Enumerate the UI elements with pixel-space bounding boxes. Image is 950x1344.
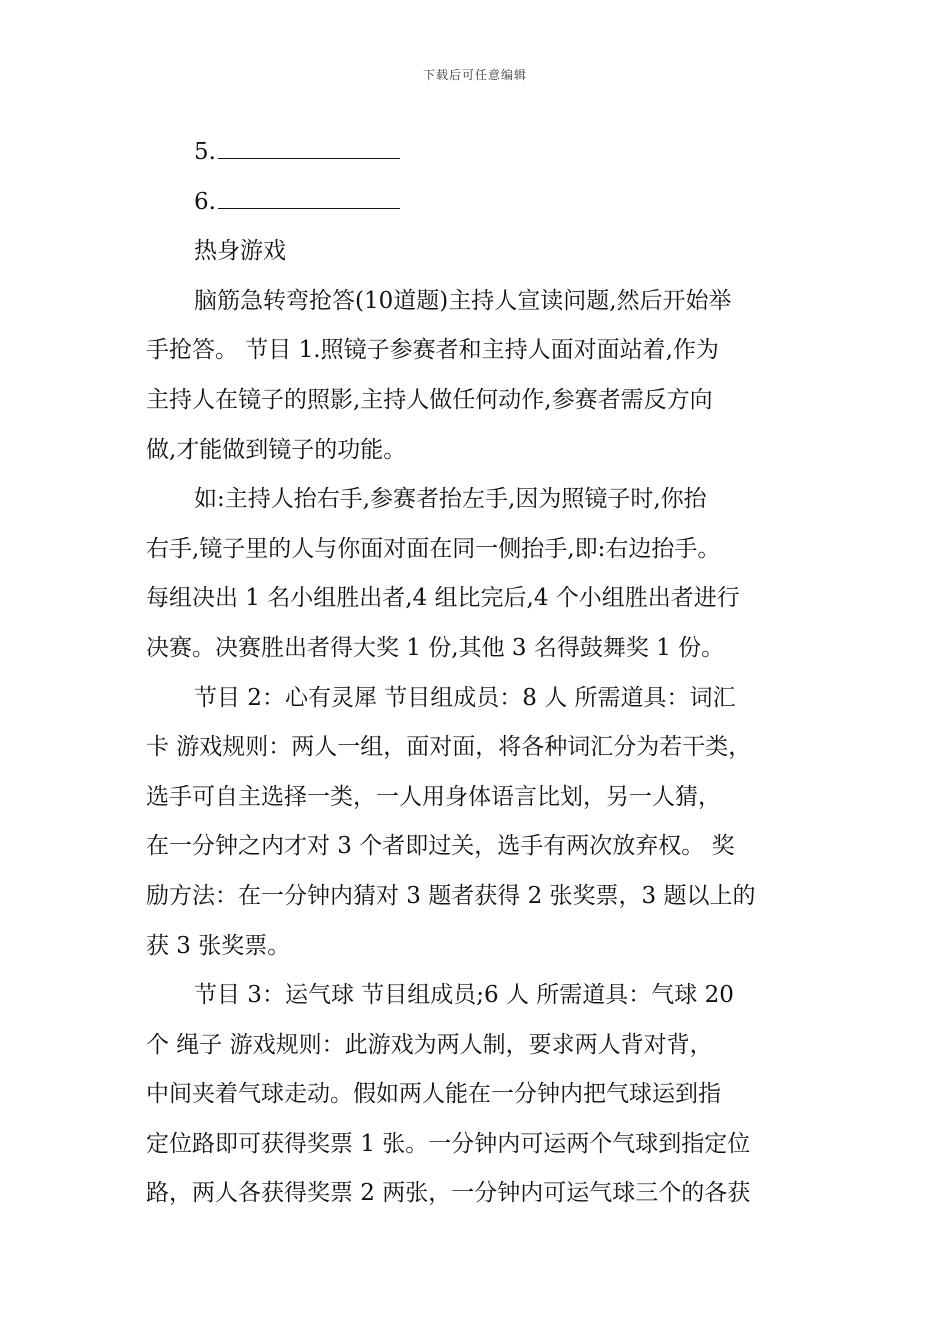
paragraph-line: 如:主持人抬右手,参赛者抬左手,因为照镜子时,你抬 (194, 486, 707, 513)
paragraph-line: 右手,镜子里的人与你面对面在同一侧抬手,即:右边抬手。 (146, 535, 721, 562)
paragraph-line: 获 3 张奖票。 (146, 932, 291, 959)
paragraph-line: 节目 2：心有灵犀 节目组成员：8 人 所需道具：词汇 (194, 684, 736, 711)
item-number: 5. (194, 139, 216, 165)
paragraph-line: 主持人在镜子的照影,主持人做任何动作,参赛者需反方向 (146, 386, 713, 413)
paragraph-line: 卡 游戏规则：两人一组，面对面，将各种词汇分为若干类， (146, 734, 752, 761)
document-body (146, 128, 814, 1219)
paragraph-line: 定位路即可获得奖票 1 张。一分钟内可运两个气球到指定位 (146, 1130, 751, 1157)
paragraph-program-2 (146, 674, 814, 972)
paragraph-line: 选手可自主选择一类，一人用身体语言比划，另一人猜， (146, 783, 721, 810)
fill-in-blank (218, 138, 400, 159)
paragraph-line: 励方法：在一分钟内猜对 3 题者获得 2 张奖票，3 题以上的 (146, 882, 756, 909)
paragraph-line: 做,才能做到镜子的功能。 (146, 436, 407, 463)
paragraph-mirror-example (146, 475, 814, 673)
paragraph-line: 在一分钟之内才对 3 个者即过关，选手有两次放弃权。 奖 (146, 833, 735, 860)
item-number: 6. (194, 188, 216, 215)
paragraph-line: 路，两人各获得奖票 2 两张，一分钟内可运气球三个的各获 (146, 1180, 751, 1207)
blank-item-6 (146, 178, 814, 228)
section-heading: 热身游戏 (194, 238, 286, 265)
paragraph-line: 决赛。决赛胜出者得大奖 1 份,其他 3 名得鼓舞奖 1 份。 (146, 634, 725, 661)
paragraph-line: 手抢答。 节目 1.照镜子参赛者和主持人面对面站着,作为 (146, 337, 719, 364)
fill-in-blank (218, 188, 400, 209)
paragraph-line: 节目 3：运气球 节目组成员;6 人 所需道具：气球 20 (194, 982, 734, 1009)
page-header-note: 下载后可任意编辑 (422, 68, 527, 82)
blank-item-5 (146, 128, 814, 178)
paragraph-line: 个 绳子 游戏规则：此游戏为两人制，要求两人背对背， (146, 1031, 713, 1058)
paragraph-line: 每组决出 1 名小组胜出者,4 组比完后,4 个小组胜出者进行 (146, 585, 740, 612)
paragraph-program-3 (146, 971, 814, 1219)
paragraph-line: 中间夹着气球走动。假如两人能在一分钟内把气球运到指 (146, 1081, 721, 1108)
paragraph-brain-teaser (146, 277, 814, 475)
paragraph-line: 脑筋急转弯抢答(10道题)主持人宣读问题,然后开始举 (194, 287, 732, 314)
